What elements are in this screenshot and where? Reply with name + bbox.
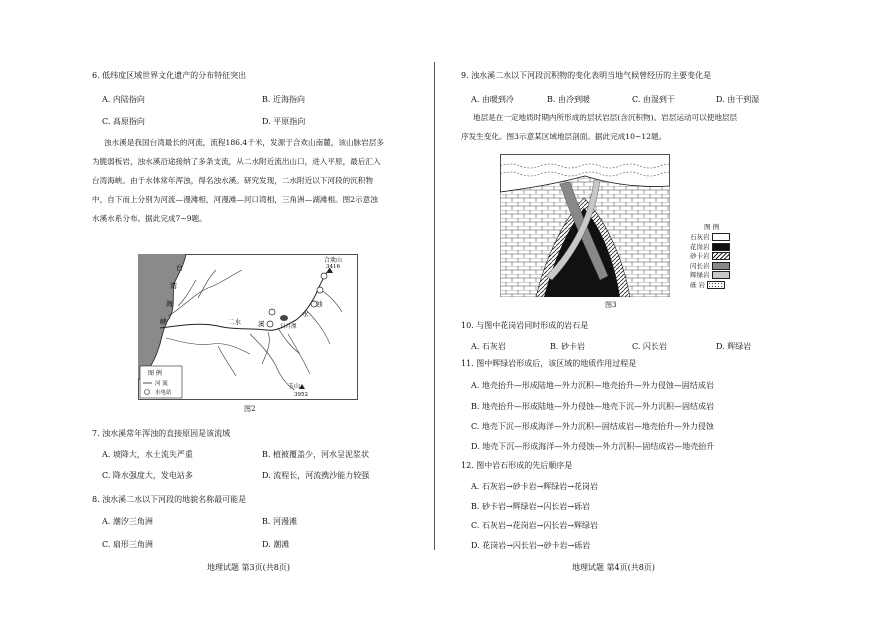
- legend-station-icon: [145, 390, 150, 395]
- figure2-caption: 图2: [244, 405, 256, 413]
- passage-line: 水溪水系分布。据此完成7~9题。: [92, 214, 207, 223]
- q7-stem: 7. 浊水溪常年浑浊的直接原因是该流域: [92, 429, 231, 438]
- legend-item-diorite: [690, 262, 730, 272]
- q6-option-c: C. 高原指向: [102, 117, 145, 126]
- strait-label-4: 峡: [160, 318, 167, 326]
- zhuoshui-river-map: [138, 254, 358, 400]
- legend-label: 石灰岩: [690, 233, 710, 241]
- legend-station-label: 水电站: [155, 390, 172, 396]
- passage-line: 浊水溪是我国台湾最长的河流，流程186.4千米，发源于合欢山南麓，该山脉岩层多: [104, 138, 384, 147]
- passage-line: 为脆弱板岩，浊水溪沿途接纳了多条支流，从二水附近流出山口，进入平原，最后汇入: [92, 157, 381, 166]
- q11-option-c: C. 地壳下沉—形成海洋—外力沉积—固结成岩—地壳抬升—外力侵蚀: [471, 422, 714, 431]
- legend-item-limestone: [690, 233, 730, 243]
- yushan-elevation: 3952: [294, 392, 308, 398]
- q6-stem: 6. 低纬度区域世界文化遗产的分布特征突出: [92, 71, 247, 80]
- q6-option-b: B. 近海指向: [262, 95, 305, 104]
- q7-option-c: C. 降水强度大，发电站多: [102, 471, 193, 480]
- passage-line: 地层是在一定地质时期内所形成的层状岩层(含沉积物)。岩层运动可以使地层层: [473, 113, 738, 122]
- hydro-station-icon: [267, 321, 273, 327]
- legend-label: 砾 岩: [690, 280, 706, 289]
- q12-option-b: B. 砂卡岩→辉绿岩→闪长岩→砾岩: [471, 502, 591, 511]
- q7-option-a: A. 坡降大，水土流失严重: [102, 450, 193, 459]
- legend-label: 辉绿岩: [690, 271, 710, 279]
- limestone-swatch-icon: [712, 233, 730, 241]
- figure3-caption: 图3: [605, 301, 617, 309]
- legend-item-diabase: [690, 271, 730, 281]
- river-char-shui: 水: [302, 310, 309, 318]
- strata-legend: [690, 233, 730, 290]
- hehuan-elevation: 3416: [326, 264, 340, 270]
- q12-option-d: D. 花岗岩→闪长岩→砂卡岩→砾岩: [471, 541, 591, 550]
- q7-option-d: D. 流程长，河流携沙能力较强: [262, 471, 370, 480]
- passage-strata: [461, 108, 737, 146]
- q12-stem: 12. 图中岩石形成的先后顺序是: [461, 461, 573, 470]
- q12-option-c: C. 石灰岩→花岗岩→闪长岩→辉绿岩: [471, 521, 599, 530]
- hehuan-label: 合欢山: [324, 257, 343, 264]
- legend-river-label: 河 流: [155, 381, 168, 387]
- yushan-label: 玉山: [288, 383, 301, 390]
- q10-option-d: D. 辉绿岩: [716, 342, 752, 351]
- hydro-station-icon: [321, 273, 327, 279]
- strata-legend-title: 图 例: [704, 223, 720, 231]
- q9-option-c: C. 由湿到干: [632, 95, 675, 104]
- q7-option-b: B. 植被覆盖少，河水呈泥浆状: [262, 450, 369, 459]
- sun-moon-lake-label: 日月潭: [280, 324, 297, 330]
- q9-option-b: B. 由冷到暖: [547, 95, 590, 104]
- q9-option-a: A. 由暖到冷: [471, 95, 514, 104]
- diabase-swatch-icon: [712, 271, 730, 279]
- strata-cross-section: [500, 154, 670, 297]
- granite-swatch-icon: [712, 243, 730, 251]
- conglomerate-swatch-icon: [707, 281, 725, 289]
- q11-stem: 11. 图中辉绿岩形成后，该区域的地质作用过程是: [461, 359, 637, 368]
- river-char-zhuo: 浊: [316, 300, 323, 308]
- right-page-footer: 地理试题 第4页(共8页): [572, 563, 655, 572]
- legend-item-granite: [690, 243, 730, 253]
- q8-option-b: B. 河漫滩: [262, 517, 297, 526]
- passage-line: 序发生变化。图3示意某区域地层剖面。据此完成10~12题。: [461, 132, 667, 141]
- q12-option-a: A. 石灰岩→砂卡岩→辉绿岩→花岗岩: [471, 482, 598, 491]
- passage-zhuoshui: [92, 133, 384, 228]
- q8-option-a: A. 潮汐三角洲: [102, 517, 153, 526]
- skarn-swatch-icon: [712, 252, 730, 260]
- strait-label-2: 湾: [170, 282, 177, 290]
- sun-moon-lake-shape: [280, 315, 288, 321]
- map-legend-title: 图 例: [148, 370, 162, 377]
- page-divider: [434, 62, 435, 550]
- legend-item-skarn: [690, 252, 730, 262]
- q11-option-a: A. 地壳抬升—形成陆地—外力沉积—地壳抬升—外力侵蚀—固结成岩: [471, 381, 714, 390]
- strait-label-3: 海: [166, 300, 173, 308]
- q6-option-a: A. 内陆指向: [102, 95, 145, 104]
- legend-label: 砂卡岩: [690, 252, 710, 260]
- q10-option-a: A. 石灰岩: [471, 342, 506, 351]
- q10-stem: 10. 与图中花岗岩同时形成的岩石是: [461, 321, 589, 330]
- q9-option-d: D. 由干到湿: [716, 95, 760, 104]
- passage-line: 中，自下而上分别为河流—漫滩相，河漫滩—河口湾相，三角洲—湖滩相。图2示意浊: [92, 195, 378, 204]
- passage-line: 台湾海峡。由于水体常年浑浊，得名浊水溪。研究发现，二水附近以下河段的沉积物: [92, 176, 373, 185]
- hydro-station-icon: [317, 287, 323, 293]
- left-page-footer: 地理试题 第3页(共8页): [207, 563, 290, 572]
- q8-stem: 8. 浊水溪二水以下河段的地貌名称最可能是: [92, 495, 247, 504]
- erhsui-label: 二水: [228, 318, 241, 326]
- strait-label-1: 台: [176, 264, 183, 272]
- legend-item-conglomerate: [690, 281, 730, 291]
- diorite-swatch-icon: [712, 262, 730, 270]
- q11-option-b: B. 地壳抬升—形成陆地—外力侵蚀—地壳下沉—外力沉积—固结成岩: [471, 402, 714, 411]
- river-char-xi: 溪: [258, 320, 265, 328]
- q10-option-c: C. 闪长岩: [632, 342, 667, 351]
- q6-option-d: D. 平原指向: [262, 117, 306, 126]
- q11-option-d: D. 地壳下沉—形成海洋—外力侵蚀—外力沉积—固结成岩—地壳抬升: [471, 442, 715, 451]
- legend-label: 花岗岩: [690, 242, 710, 251]
- legend-label: 闪长岩: [690, 261, 710, 270]
- q10-option-b: B. 砂卡岩: [550, 342, 585, 351]
- q8-option-d: D. 潮滩: [262, 540, 290, 549]
- q8-option-c: C. 扇形三角洲: [102, 540, 153, 549]
- hydro-station-icon: [269, 309, 275, 315]
- q9-stem: 9. 浊水溪二水以下河段沉积物的变化表明当地气候曾经历的主要变化是: [461, 71, 712, 80]
